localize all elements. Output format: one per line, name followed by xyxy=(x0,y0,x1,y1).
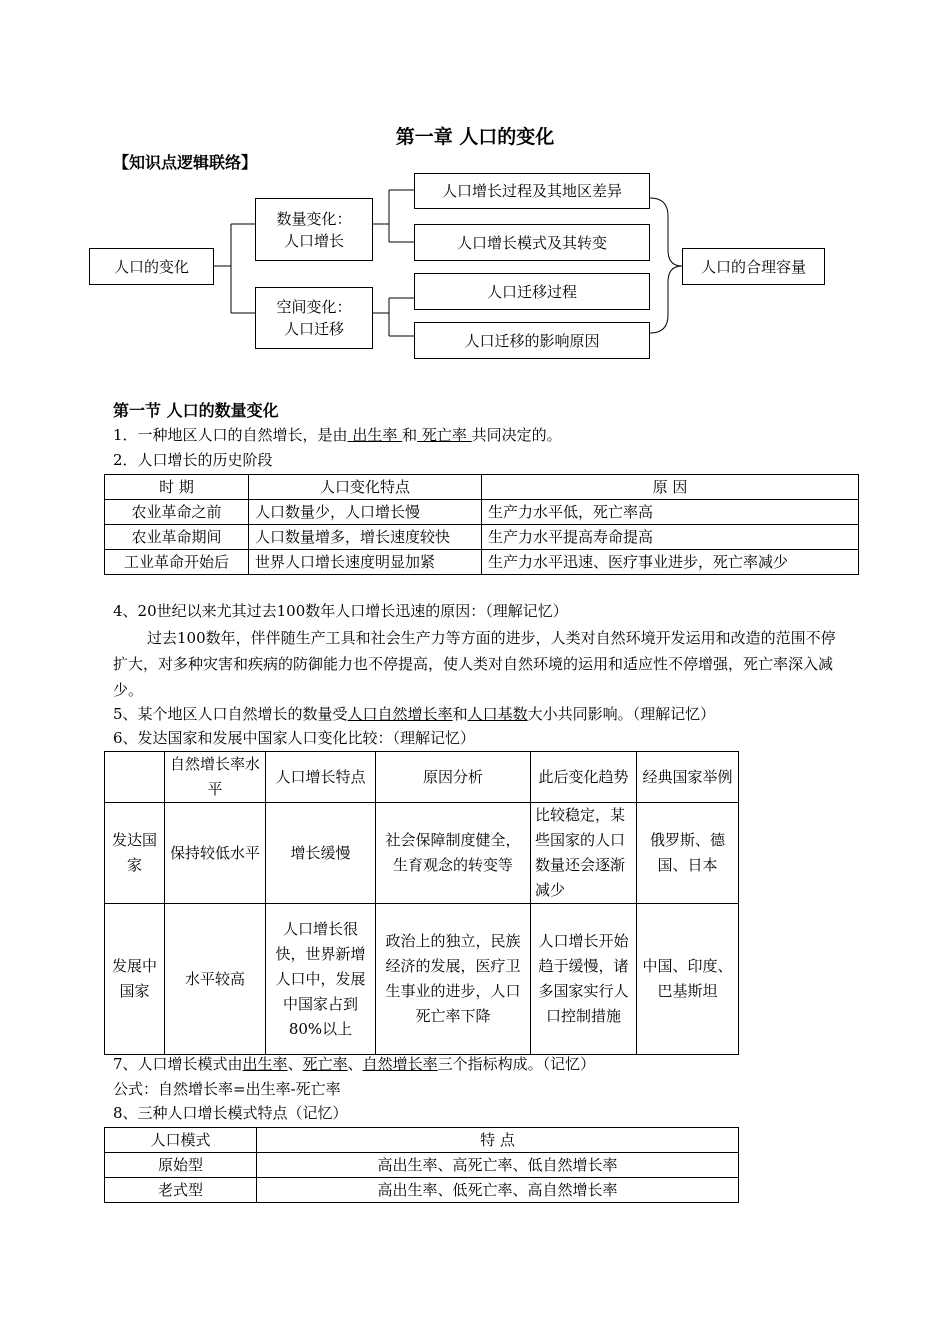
item-1 xyxy=(113,423,562,447)
table-cell: 老式型 xyxy=(105,1178,257,1203)
item-5-end: 大小共同影响。（理解记忆） xyxy=(527,705,716,723)
item-5 xyxy=(113,702,715,726)
table-header: 人口模式 xyxy=(105,1128,257,1153)
table-cell: 生产力水平迅速、医疗事业进步，死亡率减少 xyxy=(482,550,859,575)
table-cell: 政治上的独立，民族经济的发展，医疗卫生事业的进步，人口死亡率下降 xyxy=(376,904,531,1055)
table-cell: 原始型 xyxy=(105,1153,257,1178)
comparison-table xyxy=(104,751,739,1055)
table-row xyxy=(105,525,859,550)
table-cell: 水平较高 xyxy=(165,904,266,1055)
table-header: 人口增长特点 xyxy=(266,752,376,803)
table-cell: 俄罗斯、德国、日本 xyxy=(637,803,739,904)
item-5-and: 和 xyxy=(452,705,468,723)
table-header xyxy=(105,752,165,803)
item-4-body: 过去100数年，伴伴随生产工具和社会生产力等方面的进步，人类对自然环境开发运用和改造的范围不停扩大，对多种灾害和疾病的防御能力也不停提高，使人类对自然环境的运用和适应性不停增强，死亡率深入减少。 xyxy=(113,629,836,699)
table-cell: 增长缓慢 xyxy=(266,803,376,904)
table-cell: 社会保障制度健全，生育观念的转变等 xyxy=(376,803,531,904)
table-header: 特 点 xyxy=(257,1128,739,1153)
formula: 公式：自然增长率=出生率-死亡率 xyxy=(113,1080,341,1098)
table-header: 人口变化特点 xyxy=(249,475,482,500)
history-table xyxy=(104,474,859,575)
diagram-result: 人口的合理容量 xyxy=(682,248,825,285)
table-row xyxy=(105,904,739,1055)
item-1-end: 共同决定的。 xyxy=(471,426,562,444)
item-5-population-base: 人口基数 xyxy=(467,705,528,723)
growth-model-table xyxy=(104,1127,739,1203)
table-cell: 保持较低水平 xyxy=(165,803,266,904)
item-7-sep: 、 xyxy=(347,1055,363,1073)
table-header: 原 因 xyxy=(482,475,859,500)
item-1-and: 和 xyxy=(402,426,418,444)
table-cell: 人口数量少，人口增长慢 xyxy=(249,500,482,525)
item-8: 8、三种人口增长模式特点（记忆） xyxy=(113,1104,348,1122)
diagram-root: 人口的变化 xyxy=(89,248,214,285)
item-2: 2．人口增长的历史阶段 xyxy=(113,451,273,469)
item-5-natural-growth-rate: 人口自然增长率 xyxy=(347,705,453,723)
item-7-sep: 、 xyxy=(287,1055,303,1073)
item-5-text: 5、某个地区人口自然增长的数量受 xyxy=(113,705,348,723)
diagram-leaf-growth-process: 人口增长过程及其地区差异 xyxy=(414,173,650,209)
table-header: 时 期 xyxy=(105,475,249,500)
table-cell: 人口增长很快，世界新增人口中，发展中国家占到80%以上 xyxy=(266,904,376,1055)
table-row xyxy=(105,550,859,575)
table-row xyxy=(105,1153,739,1178)
table-cell: 发展中国家 xyxy=(105,904,165,1055)
table-header: 原因分析 xyxy=(376,752,531,803)
item-7-birth-rate: 出生率 xyxy=(242,1055,288,1073)
item-4-title: 4、20世纪以来尤其过去100数年人口增长迅速的原因：（理解记忆） xyxy=(113,602,568,620)
item-6: 6、发达国家和发展中国家人口变化比较：（理解记忆） xyxy=(113,729,476,747)
table-cell: 高出生率、低死亡率、高自然增长率 xyxy=(257,1178,739,1203)
item-7 xyxy=(113,1052,595,1076)
diagram-leaf-migration-factors: 人口迁移的影响原因 xyxy=(414,322,650,359)
item-7-text: 7、人口增长模式由 xyxy=(113,1055,243,1073)
item-1-death-rate: 死亡率 xyxy=(417,426,472,444)
table-cell: 中国、印度、巴基斯坦 xyxy=(637,904,739,1055)
table-cell: 高出生率、高死亡率、低自然增长率 xyxy=(257,1153,739,1178)
table-cell: 比较稳定，某些国家的人口数量还会逐渐减少 xyxy=(531,803,637,904)
table-cell: 世界人口增长速度明显加紧 xyxy=(249,550,482,575)
table-cell: 农业革命期间 xyxy=(105,525,249,550)
table-row xyxy=(105,1178,739,1203)
table-row xyxy=(105,803,739,904)
section1-heading: 第一节 人口的数量变化 xyxy=(113,401,279,420)
diagram-quantity-change: 数量变化： 人口增长 xyxy=(255,198,373,261)
table-header: 此后变化趋势 xyxy=(531,752,637,803)
item-7-end: 三个指标构成。（记忆） xyxy=(437,1055,596,1073)
table-cell: 农业革命之前 xyxy=(105,500,249,525)
knowledge-heading: 【知识点逻辑联络】 xyxy=(113,153,258,172)
table-cell: 生产力水平提高寿命提高 xyxy=(482,525,859,550)
item-7-natural-growth-rate: 自然增长率 xyxy=(362,1055,438,1073)
table-cell: 工业革命开始后 xyxy=(105,550,249,575)
table-cell: 人口数量增多，增长速度较快 xyxy=(249,525,482,550)
item-1-text: 1．一种地区人口的自然增长，是由 xyxy=(113,426,348,444)
table-cell: 发达国家 xyxy=(105,803,165,904)
item-7-death-rate: 死亡率 xyxy=(302,1055,348,1073)
diagram-leaf-growth-model: 人口增长模式及其转变 xyxy=(414,224,650,261)
table-cell: 生产力水平低，死亡率高 xyxy=(482,500,859,525)
page-title: 第一章 人口的变化 xyxy=(395,126,555,148)
item-1-birth-rate: 出生率 xyxy=(347,426,403,444)
table-header: 自然增长率水平 xyxy=(165,752,266,803)
table-cell: 人口增长开始趋于缓慢，诸多国家实行人口控制措施 xyxy=(531,904,637,1055)
diagram-leaf-migration-process: 人口迁移过程 xyxy=(414,273,650,310)
table-row xyxy=(105,500,859,525)
table-header: 经典国家举例 xyxy=(637,752,739,803)
diagram-space-change: 空间变化： 人口迁移 xyxy=(255,287,373,349)
